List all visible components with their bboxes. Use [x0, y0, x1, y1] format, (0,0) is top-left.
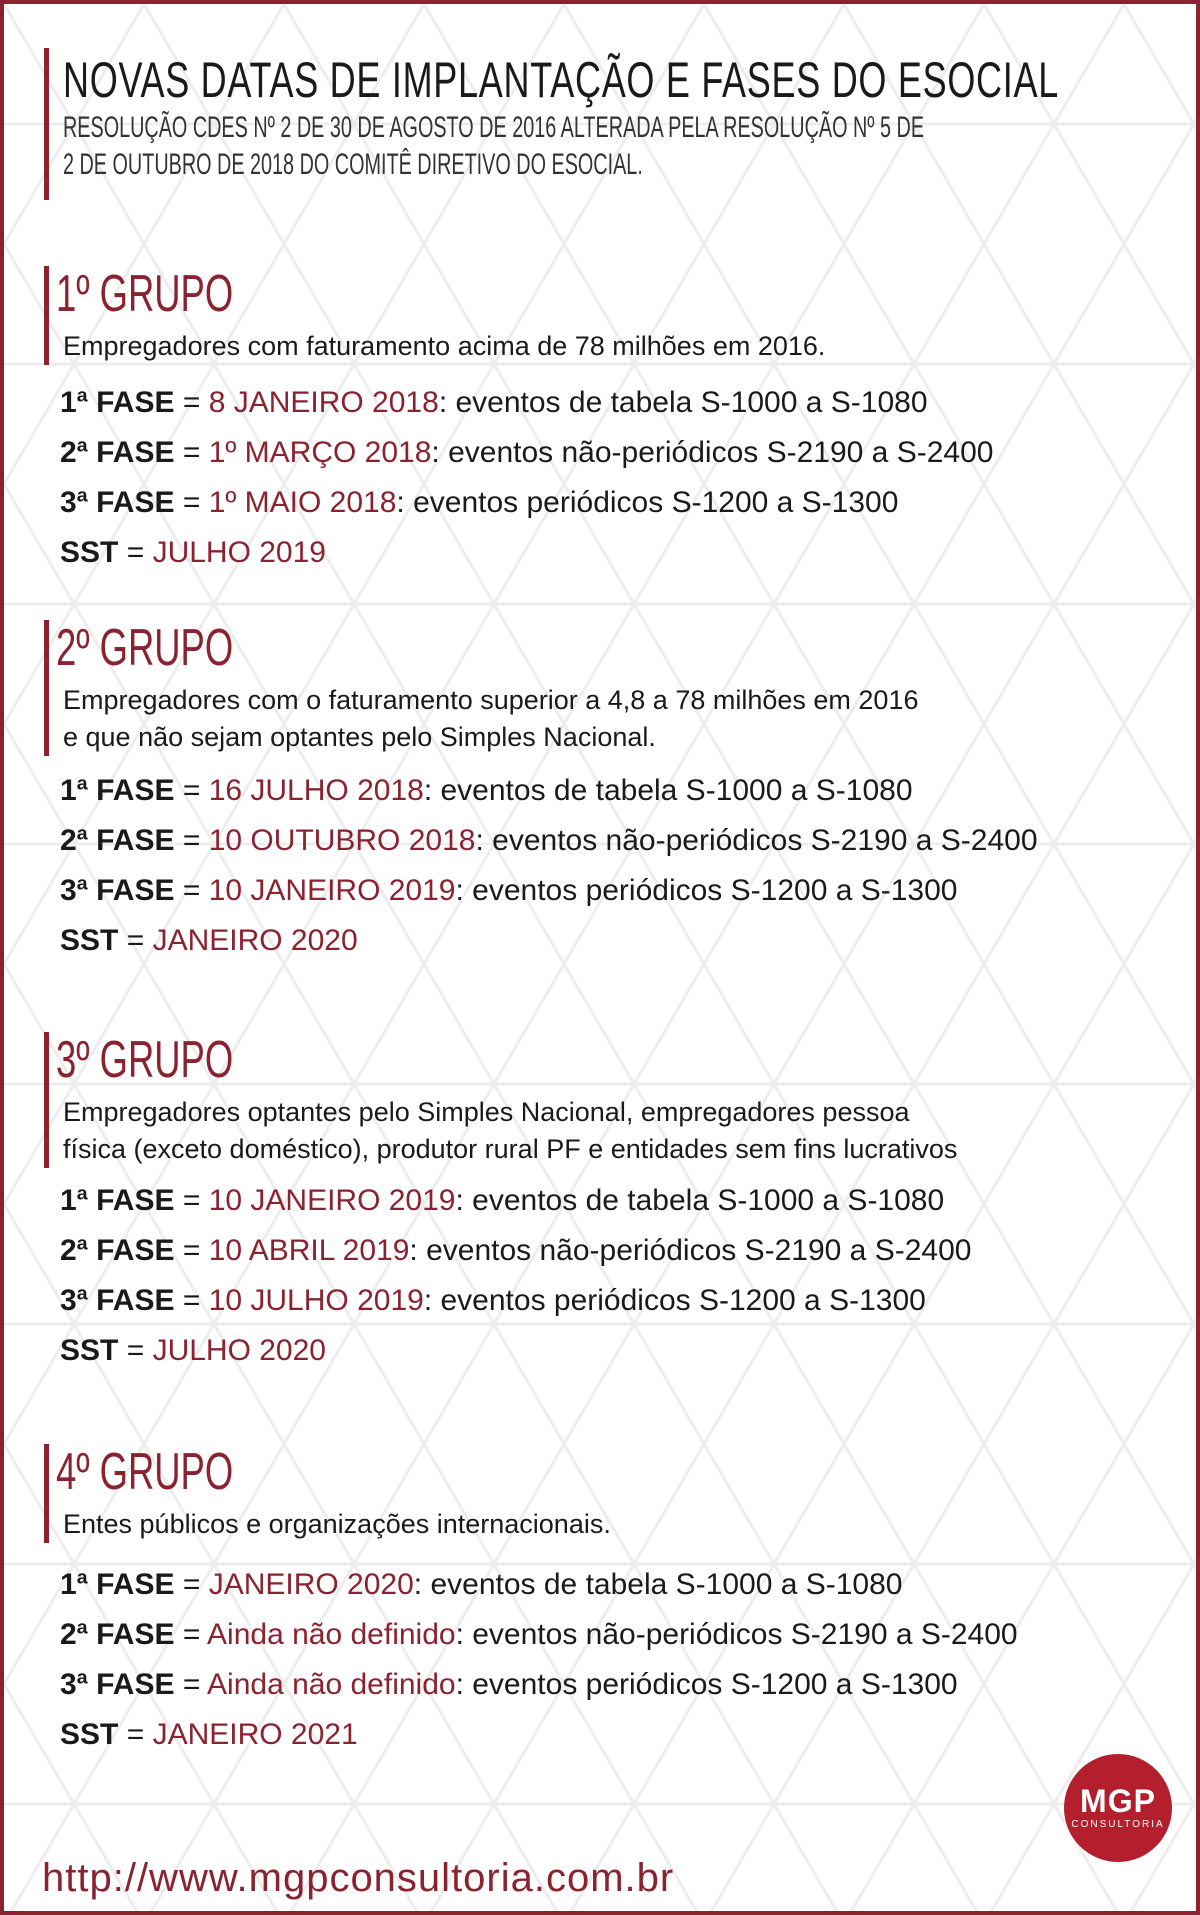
- phase-label: 3ª FASE: [60, 874, 175, 907]
- group-2: [44, 620, 918, 756]
- phase-events: : eventos de tabela S-1000 a S-1080: [455, 1184, 945, 1217]
- group-description: [49, 682, 918, 756]
- group-1: [44, 266, 825, 365]
- group-description-line: Empregadores optantes pelo Simples Nacional, empregadores pessoa: [63, 1097, 910, 1127]
- group-3-phases: [60, 1176, 971, 1376]
- group-4-phases: [60, 1560, 1018, 1760]
- group-2-phases: [60, 766, 1038, 966]
- phase-date: JANEIRO 2021: [152, 1718, 358, 1751]
- phase-row: 1ª FASE = JANEIRO 2020: eventos de tabela S-1000 a S-1080: [60, 1568, 903, 1601]
- phase-row: SST = JANEIRO 2020: [60, 924, 358, 957]
- logo-text: MGP: [1080, 1783, 1156, 1819]
- phase-events: : eventos periódicos S-1200 a S-1300: [455, 1668, 958, 1701]
- phase-date: 16 JULHO 2018: [208, 774, 424, 807]
- group-description-line: Entes públicos e organizações internacionais.: [63, 1509, 611, 1539]
- phase-row: 2ª FASE = 10 OUTUBRO 2018: eventos não-periódicos S-2190 a S-2400: [60, 824, 1038, 857]
- phase-label: 1ª FASE: [60, 1568, 175, 1601]
- phase-row: 1ª FASE = 16 JULHO 2018: eventos de tabela S-1000 a S-1080: [60, 774, 913, 807]
- phase-events: : eventos não-periódicos S-2190 a S-2400: [455, 1618, 1018, 1651]
- phase-label: 1ª FASE: [60, 774, 175, 807]
- phase-date: 10 OUTUBRO 2018: [208, 824, 476, 857]
- group-1-phases: [60, 378, 993, 578]
- phase-label: 1ª FASE: [60, 386, 175, 419]
- phase-row: 2ª FASE = 10 ABRIL 2019: eventos não-periódicos S-2190 a S-2400: [60, 1234, 972, 1267]
- page-title: NOVAS DATAS DE IMPLANTAÇÃO E FASES DO ESOCIAL: [63, 52, 1059, 108]
- group-3: [44, 1032, 957, 1168]
- group-description: [49, 328, 825, 365]
- subtitle-line-2: 2 DE OUTUBRO DE 2018 DO COMITÊ DIRETIVO DO ESOCIAL.: [63, 148, 643, 181]
- phase-row: 1ª FASE = 10 JANEIRO 2019: eventos de tabela S-1000 a S-1080: [60, 1184, 945, 1217]
- phase-events: : eventos periódicos S-1200 a S-1300: [423, 1284, 926, 1317]
- phase-date: JULHO 2019: [152, 536, 326, 569]
- phase-label: 2ª FASE: [60, 1234, 175, 1267]
- phase-events: : eventos periódicos S-1200 a S-1300: [396, 486, 899, 519]
- phase-date: 1º MAIO 2018: [208, 486, 397, 519]
- group-title: 1º GRUPO: [56, 265, 234, 323]
- phase-label: 2ª FASE: [60, 824, 175, 857]
- phase-row: 3ª FASE = 10 JANEIRO 2019: eventos periódicos S-1200 a S-1300: [60, 874, 958, 907]
- phase-label: 2ª FASE: [60, 436, 175, 469]
- group-title: 3º GRUPO: [56, 1031, 234, 1089]
- header: [44, 48, 1200, 200]
- phase-row: SST = JANEIRO 2021: [60, 1718, 358, 1751]
- phase-row: SST = JULHO 2019: [60, 536, 326, 569]
- phase-date: Ainda não definido: [207, 1618, 456, 1651]
- phase-events: : eventos de tabela S-1000 a S-1080: [413, 1568, 903, 1601]
- phase-row: SST = JULHO 2020: [60, 1334, 326, 1367]
- group-description: [49, 1094, 957, 1168]
- group-4: [44, 1444, 611, 1543]
- phase-row: 1ª FASE = 8 JANEIRO 2018: eventos de tabela S-1000 a S-1080: [60, 386, 928, 419]
- phase-date: 10 JANEIRO 2019: [208, 874, 456, 907]
- phase-date: 10 ABRIL 2019: [208, 1234, 410, 1267]
- phase-events: : eventos não-periódicos S-2190 a S-2400: [409, 1234, 972, 1267]
- phase-label: SST: [60, 924, 119, 957]
- group-description-line: e que não sejam optantes pelo Simples Nacional.: [63, 722, 656, 752]
- group-description-line: física (exceto doméstico), produtor rural PF e entidades sem fins lucrativos: [63, 1134, 958, 1164]
- phase-row: 2ª FASE = Ainda não definido: eventos não-periódicos S-2190 a S-2400: [60, 1618, 1018, 1651]
- subtitle-line-1: RESOLUÇÃO CDES Nº 2 DE 30 DE AGOSTO DE 2016 ALTERADA PELA RESOLUÇÃO Nº 5 DE: [63, 111, 925, 144]
- mgp-logo: [1064, 1754, 1172, 1862]
- phase-date: 1º MARÇO 2018: [208, 436, 432, 469]
- phase-date: JANEIRO 2020: [152, 924, 358, 957]
- phase-row: 3ª FASE = Ainda não definido: eventos periódicos S-1200 a S-1300: [60, 1668, 958, 1701]
- phase-label: SST: [60, 536, 119, 569]
- group-description: [49, 1506, 611, 1543]
- phase-label: 3ª FASE: [60, 486, 175, 519]
- group-description-line: Empregadores com o faturamento superior a 4,8 a 78 milhões em 2016: [63, 685, 919, 715]
- phase-events: : eventos de tabela S-1000 a S-1080: [438, 386, 928, 419]
- phase-row: 3ª FASE = 1º MAIO 2018: eventos periódicos S-1200 a S-1300: [60, 486, 899, 519]
- phase-row: 2ª FASE = 1º MARÇO 2018: eventos não-periódicos S-2190 a S-2400: [60, 436, 994, 469]
- phase-date: Ainda não definido: [207, 1668, 456, 1701]
- phase-events: : eventos periódicos S-1200 a S-1300: [455, 874, 958, 907]
- group-title: 2º GRUPO: [56, 619, 234, 677]
- phase-label: 3ª FASE: [60, 1668, 175, 1701]
- phase-events: : eventos de tabela S-1000 a S-1080: [423, 774, 913, 807]
- group-description-line: Empregadores com faturamento acima de 78 milhões em 2016.: [63, 331, 826, 361]
- phase-date: JULHO 2020: [152, 1334, 326, 1367]
- phase-label: 1ª FASE: [60, 1184, 175, 1217]
- website-link[interactable]: http://www.mgpconsultoria.com.br: [42, 1856, 675, 1900]
- phase-row: 3ª FASE = 10 JULHO 2019: eventos periódicos S-1200 a S-1300: [60, 1284, 926, 1317]
- phase-events: : eventos não-periódicos S-2190 a S-2400: [475, 824, 1038, 857]
- phase-label: SST: [60, 1334, 119, 1367]
- phase-date: 10 JANEIRO 2019: [208, 1184, 456, 1217]
- logo-subtext: CONSULTORIA: [1071, 1819, 1165, 1830]
- phase-label: 2ª FASE: [60, 1618, 175, 1651]
- phase-date: JANEIRO 2020: [208, 1568, 414, 1601]
- phase-date: 8 JANEIRO 2018: [208, 386, 439, 419]
- phase-date: 10 JULHO 2019: [208, 1284, 424, 1317]
- phase-events: : eventos não-periódicos S-2190 a S-2400: [431, 436, 994, 469]
- group-title: 4º GRUPO: [56, 1443, 234, 1501]
- phase-label: 3ª FASE: [60, 1284, 175, 1317]
- phase-label: SST: [60, 1718, 119, 1751]
